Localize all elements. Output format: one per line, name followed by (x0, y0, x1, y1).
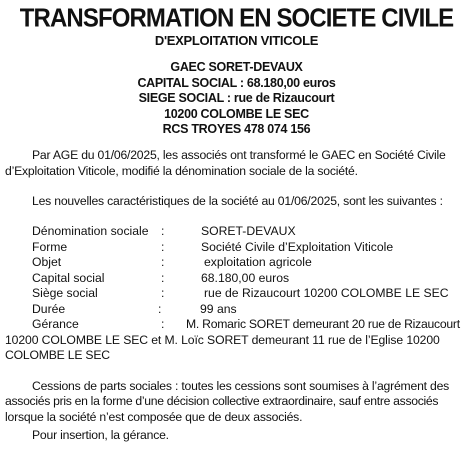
feature-label: Siège social (32, 286, 98, 300)
feature-label: Durée (32, 301, 66, 316)
feature-value: M. Romaric SORET demeurant 20 rue de Rizaucourt (186, 317, 460, 331)
company-capital: CAPITAL SOCIAL : 68.180,00 euros (137, 75, 336, 90)
intro-line-1: Par AGE du 01/06/2025, les associés ont transformé le GAEC en Société Civile (32, 148, 446, 162)
feature-separator: : (161, 239, 165, 254)
notice-title: TRANSFORMATION EN SOCIETE CIVILE (19, 3, 454, 34)
gerance-line-2: 10200 COLOMBE LE SEC et M. Loïc SORET demeurant 11 rue de l’Eglise 10200 (5, 332, 440, 347)
notice-subtitle: D'EXPLOITATION VITICOLE (154, 33, 319, 48)
feature-value: exploitation agricole (204, 255, 312, 269)
feature-label: Objet (32, 255, 62, 269)
cessions-line-1: Cessions de parts sociales : toutes les cessions sont soumises à l’agrément des (32, 378, 450, 393)
cessions-line-2: associés pris en la forme d’une décision collective extraordinaire, sauf entre associés (5, 394, 439, 408)
gerance-line-3: COLOMBE LE SEC (5, 348, 110, 362)
feature-label: Gérance (32, 317, 79, 331)
company-name: GAEC SORET-DEVAUX (170, 60, 303, 74)
feature-value: SORET-DEVAUX (201, 224, 296, 238)
feature-separator: : (161, 286, 165, 300)
feature-label: Dénomination sociale (32, 224, 149, 238)
cessions-line-3: lorsque la société n’est composée que de deux associés. (5, 409, 303, 424)
feature-label: Forme (32, 239, 68, 254)
company-seat: SIEGE SOCIAL : rue de Rizaucourt (138, 91, 335, 105)
feature-label: Capital social (32, 270, 105, 285)
feature-value: rue de Rizaucourt 10200 COLOMBE LE SEC (204, 286, 449, 300)
feature-separator: : (158, 301, 162, 316)
feature-value: 68.180,00 euros (201, 270, 290, 285)
feature-value: Société Civile d’Exploitation Viticole (201, 239, 394, 254)
feature-value: 99 ans (200, 301, 237, 316)
feature-separator: : (161, 255, 165, 269)
company-rcs: RCS TROYES 478 074 156 (162, 122, 311, 136)
new-features-intro: Les nouvelles caractéristiques de la société au 01/06/2025, sont les suivantes : (32, 194, 443, 208)
feature-separator: : (161, 270, 165, 285)
closing-line: Pour insertion, la gérance. (32, 428, 169, 442)
feature-separator: : (161, 224, 165, 238)
company-city: 10200 COLOMBE LE SEC (164, 106, 309, 121)
feature-separator: : (161, 317, 165, 331)
intro-line-2: d’Exploitation Viticole, modifié la dénomination sociale de la société. (5, 163, 358, 178)
